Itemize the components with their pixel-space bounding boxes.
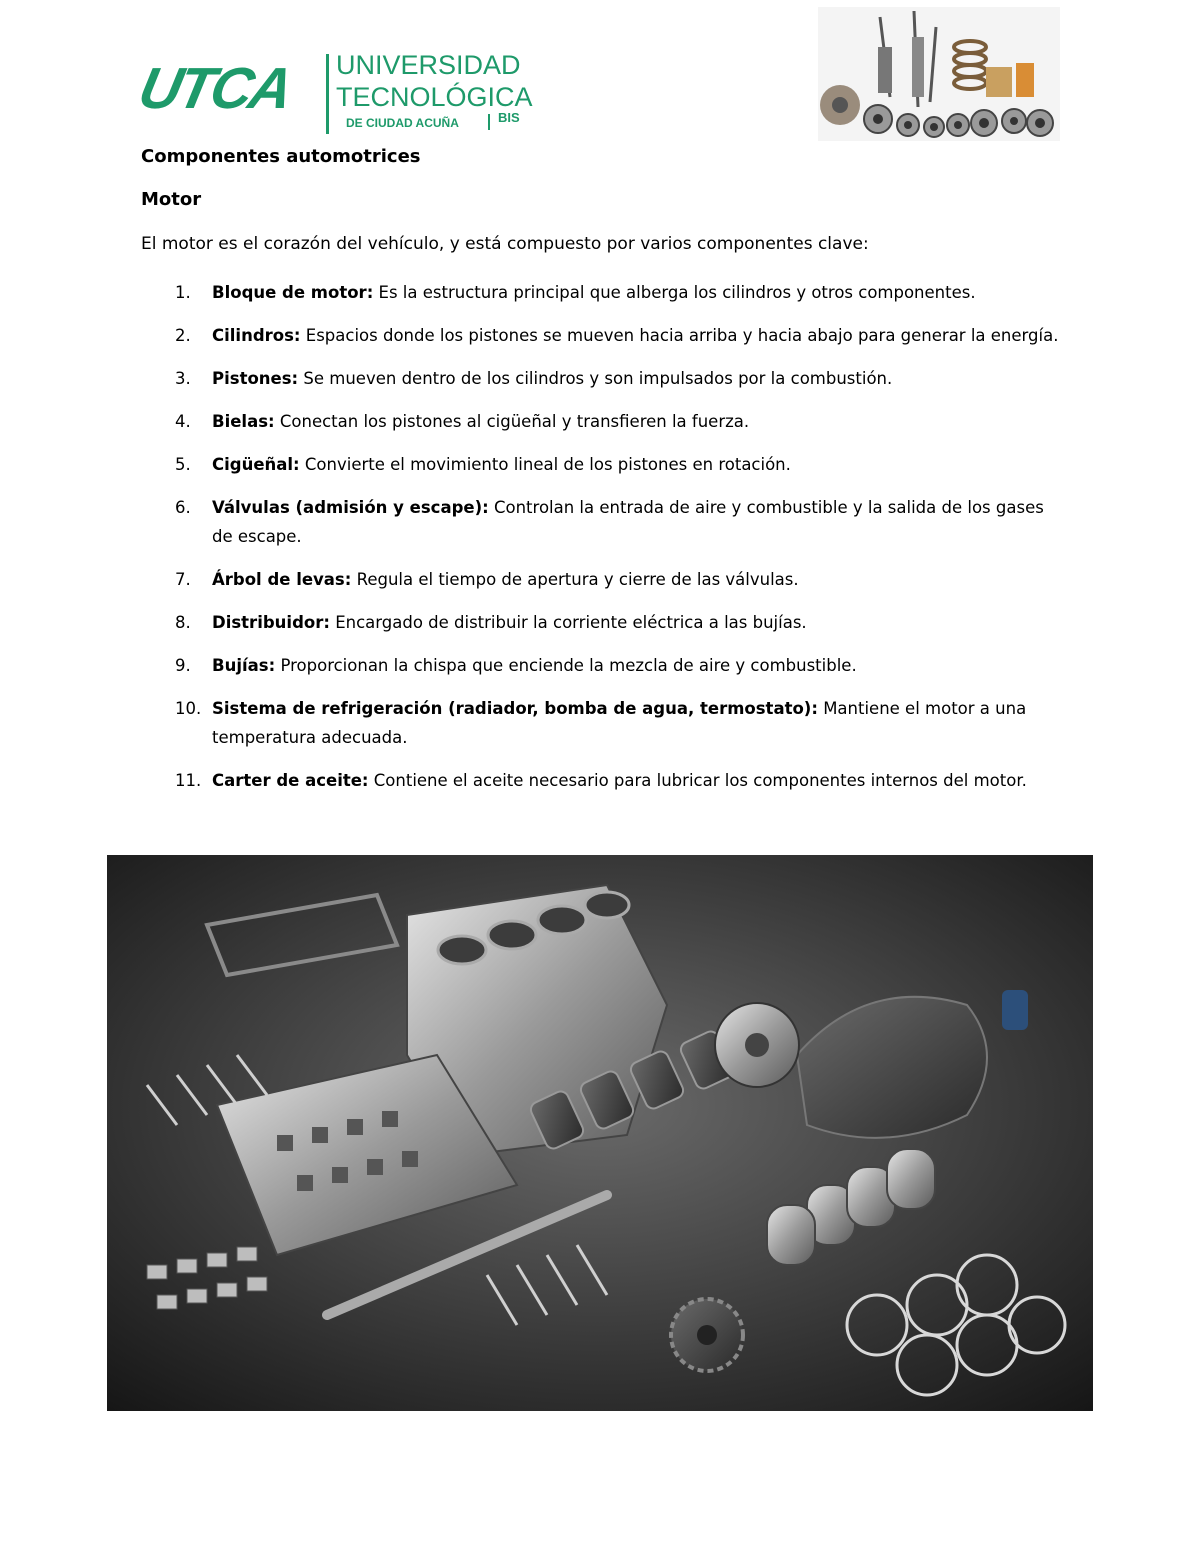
list-item: 2. Cilindros: Espacios donde los pistones se mueven hacia arriba y hacia abajo para generar la energía.	[175, 326, 1059, 345]
list-item: 3. Pistones: Se mueven dentro de los cilindros y son impulsados por la combustión.	[175, 369, 893, 388]
engine-parts-photo	[107, 855, 1093, 1411]
section-heading: Motor	[141, 189, 202, 210]
logo-line-3: DE CIUDAD ACUÑA	[346, 116, 459, 130]
list-item: 5. Cigüeñal: Convierte el movimiento lineal de los pistones en rotación.	[175, 455, 791, 474]
logo-line-1: UNIVERSIDAD	[336, 50, 521, 80]
university-logo	[133, 48, 540, 134]
logo-line-2: TECNOLÓGICA	[336, 82, 533, 112]
list-item: 6. Válvulas (admisión y escape): Controlan la entrada de aire y combustible y la salida de los gases de escape.	[175, 498, 1044, 546]
list-item: 11. Carter de aceite: Contiene el aceite necesario para lubricar los componentes internos del motor.	[175, 771, 1027, 790]
list-item: 1. Bloque de motor: Es la estructura principal que alberga los cilindros y otros componentes.	[175, 283, 976, 302]
component-list	[141, 278, 1061, 809]
logo-divider	[326, 54, 329, 134]
list-item: 10. Sistema de refrigeración (radiador, bomba de agua, termostato): Mantiene el motor a una temperatura adecuada.	[175, 699, 1027, 747]
auto-parts-photo	[818, 7, 1060, 141]
logo-mark: UTCA	[133, 56, 297, 121]
document-title: Componentes automotrices	[141, 146, 421, 167]
intro-paragraph: El motor es el corazón del vehículo, y está compuesto por varios componentes clave:	[141, 234, 869, 254]
list-item: 9. Bujías: Proporcionan la chispa que enciende la mezcla de aire y combustible.	[175, 656, 857, 675]
logo-badge: BIS	[498, 110, 520, 125]
list-item: 8. Distribuidor: Encargado de distribuir la corriente eléctrica a las bujías.	[175, 613, 807, 632]
logo-separator	[488, 114, 490, 130]
list-item: 7. Árbol de levas: Regula el tiempo de apertura y cierre de las válvulas.	[175, 570, 799, 589]
list-item: 4. Bielas: Conectan los pistones al cigüeñal y transfieren la fuerza.	[175, 412, 750, 431]
